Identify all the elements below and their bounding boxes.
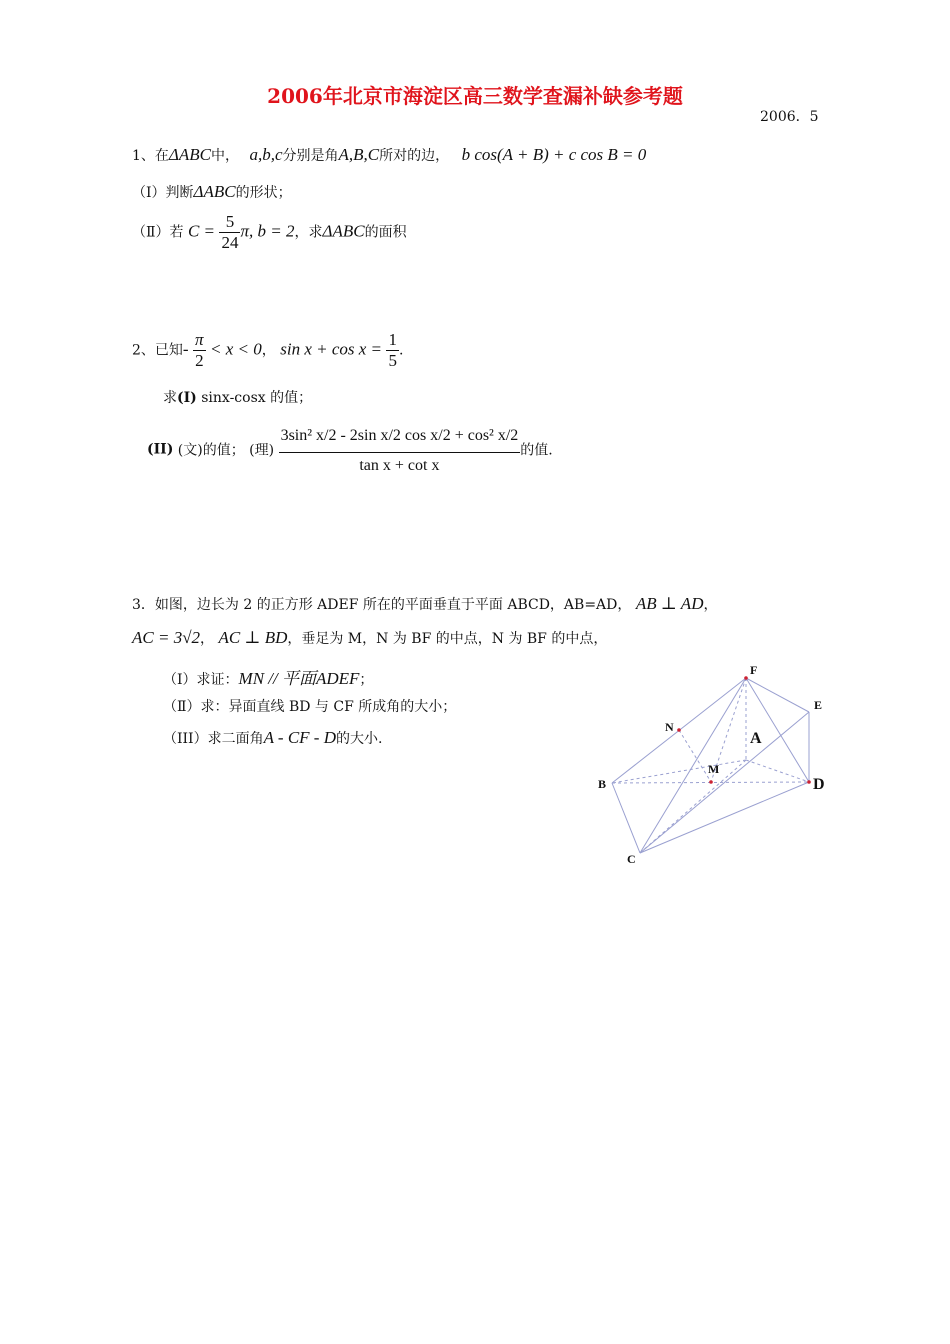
q3-part3: （III）求二面角A - CF - D的大小.: [163, 728, 383, 747]
label-e: E: [814, 698, 823, 712]
q1-line1: 1、在ΔABC中， a,b,c分别是角A,B,C所对的边， b cos(A + B) + c cos B = 0: [132, 145, 647, 164]
label-c: C: [627, 852, 636, 866]
q2-part1: 求(Ⅰ) sinx-cosx 的值；: [163, 390, 313, 406]
edge-cf: [640, 678, 746, 853]
geometry-figure: [590, 655, 840, 870]
fraction-1-5: $\frac{1}{5}$: [388, 330, 397, 370]
edge-bc: [612, 783, 640, 853]
edge-ab: [612, 760, 746, 783]
q3-line2: AC = 3√2， AC ⊥ BD，垂足为 M，N 为 BF 的中点，N 为 BF 的中点，: [132, 628, 608, 647]
q1-part2: （Ⅱ）若 C = $\frac{5}{24}$ π, b = 2，求ΔABC的面积: [132, 212, 407, 252]
label-a: A: [750, 730, 762, 747]
edge-fe: [746, 678, 809, 712]
label-n: N: [665, 720, 674, 734]
q1-part1: （Ⅰ）判断ΔABC的形状；: [132, 182, 292, 201]
fraction-5-24: $\frac{5}{24}$: [221, 212, 239, 252]
q3-line1: 3．如图，边长为 2 的正方形 ADEF 所在的平面垂直于平面 ABCD，AB=AD， AB ⊥ AD，: [132, 594, 718, 613]
q3-part1: （Ⅰ）求证：MN // 平面ADEF；: [163, 669, 374, 688]
page-title: 2006年北京市海淀区高三数学查漏补缺参考题: [267, 84, 683, 108]
label-d: D: [813, 776, 825, 793]
label-m: M: [708, 762, 720, 776]
q1-equation: b cos(A + B) + c cos B = 0: [461, 145, 647, 164]
q2-line1: 2、已知- $\frac{\pi}{2}$ < x < 0， sin x + cos x = $\frac{1}{5}$ .: [132, 330, 404, 370]
edge-nm: [679, 730, 711, 782]
point-n: [677, 728, 681, 732]
label-b: B: [598, 777, 607, 791]
q2-part2: (II) (文)的值； (理) $\frac{\text{3sin² x/2 - 2sin x/2 cos x/2 + cos² x/2}}{\text{tan x + cot x}}$ 的值.: [147, 420, 553, 479]
label-f: F: [750, 663, 758, 677]
edge-ad: [746, 760, 809, 782]
q3-part2: （Ⅱ）求：异面直线 BD 与 CF 所成角的大小；: [163, 699, 457, 715]
fraction-pi-2: $\frac{\pi}{2}$: [195, 330, 204, 370]
point-d: [807, 780, 811, 784]
point-m: [709, 780, 713, 784]
point-f: [744, 676, 748, 680]
edge-cd: [640, 782, 809, 853]
date: 2006．5: [760, 109, 819, 125]
edge-ac: [640, 760, 746, 853]
trig-expression: $\frac{\text{3sin² x/2 - 2sin x/2 cos x/2 + cos² x/2}}{\text{tan x + cot x}}$: [279, 420, 521, 479]
